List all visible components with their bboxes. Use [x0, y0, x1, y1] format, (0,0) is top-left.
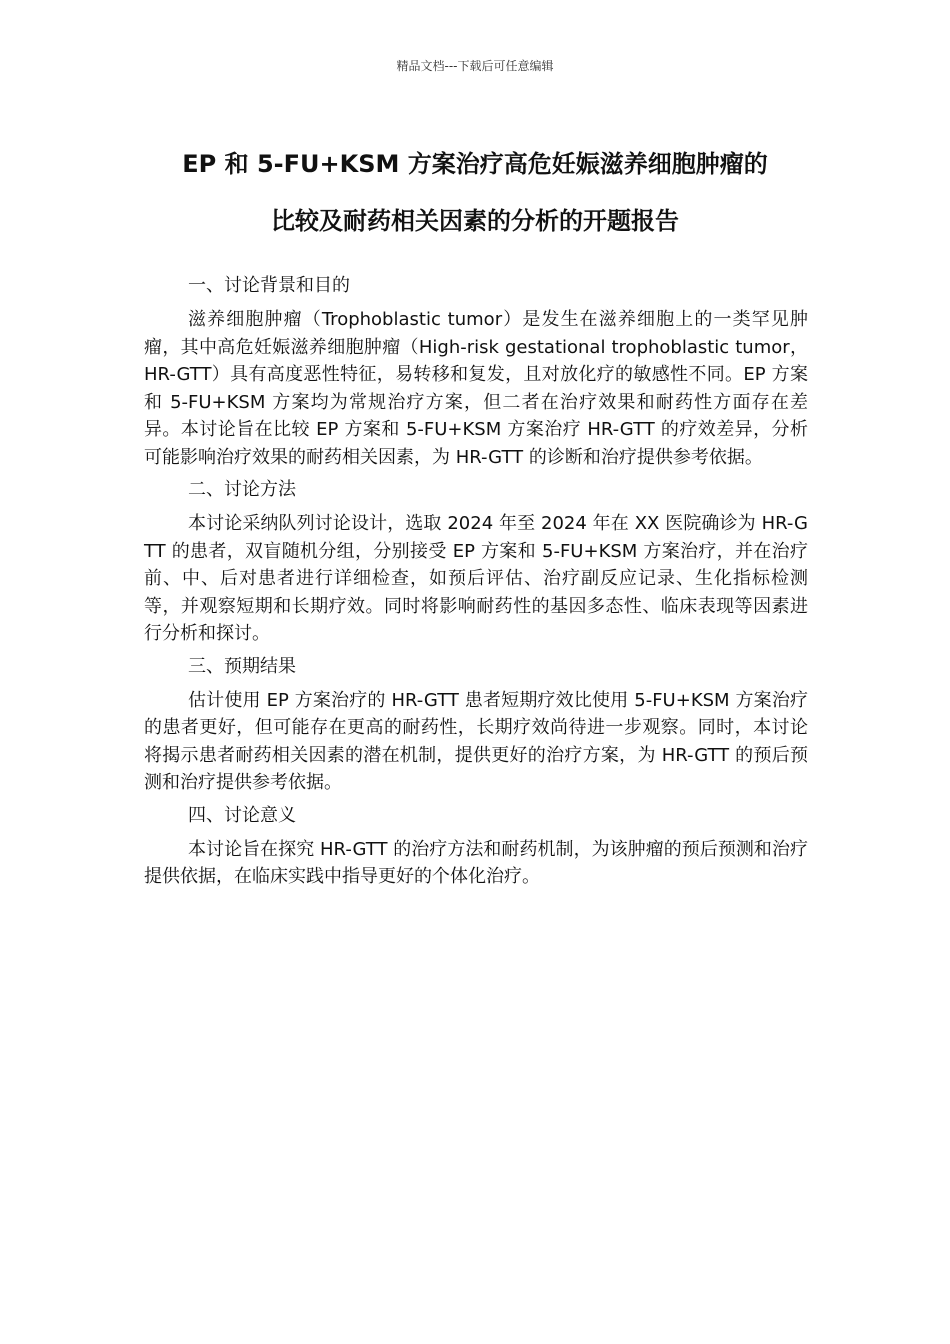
section-heading: 三、预期结果	[188, 655, 296, 677]
title-line-1: EP 和 5-FU+KSM 方案治疗高危妊娠滋养细胞肿瘤的	[182, 150, 768, 178]
document-body	[144, 270, 808, 894]
section-heading: 二、讨论方法	[188, 479, 296, 500]
section-expected-results	[144, 651, 808, 797]
section-paragraph: 估计使用 EP 方案治疗的 HR-GTT 患者短期疗效比使用 5-FU+KSM 方案治疗的患者更好，但可能存在更高的耐药性，长期疗效尚待进一步观察。同时，本讨论将揭示患者耐药相关因素的潜在机制，提供更好的治疗方案，为 HR-GTT 的预后预测和治疗提供参考依据。	[144, 689, 808, 793]
section-heading: 四、讨论意义	[188, 804, 296, 826]
section-paragraph: 本讨论旨在探究 HR-GTT 的治疗方法和耐药机制，为该肿瘤的预后预测和治疗提供依据，在临床实践中指导更好的个体化治疗。	[144, 838, 808, 887]
section-paragraph: 滋养细胞肿瘤（Trophoblastic tumor）是发生在滋养细胞上的一类罕见肿瘤，其中高危妊娠滋养细胞肿瘤（High-risk gestational trophoblastic tumor，HR-GTT）具有高度恶性特征，易转移和复发，且对放化疗的敏感性不同。EP 方案和 5-FU+KSM 方案均为常规治疗方案，但二者在治疗效果和耐药性方面存在差异。本讨论旨在比较 EP 方案和 5-FU+KSM 方案治疗 HR-GTT 的疗效差异，分析可能影响治疗效果的耐药相关因素，为 HR-GTT 的诊断和治疗提供参考依据。	[144, 309, 808, 468]
section-methods	[144, 474, 808, 648]
section-background	[144, 270, 808, 471]
section-paragraph: 本讨论采纳队列讨论设计，选取 2024 年至 2024 年在 XX 医院确诊为 HR-GTT 的患者，双盲随机分组，分别接受 EP 方案和 5-FU+KSM 方案治疗，并在治疗前、中、后对患者进行详细检查，如预后评估、治疗副反应记录、生化指标检测等，并观察短期和长期疗效。同时将影响耐药性的基因多态性、临床表现等因素进行分析和探讨。	[144, 513, 808, 644]
document-title	[120, 136, 830, 250]
page-header-watermark: 精品文档---下载后可任意编辑	[396, 59, 554, 73]
title-line-2: 比较及耐药相关因素的分析的开题报告	[271, 207, 679, 235]
section-significance	[144, 800, 808, 891]
section-heading: 一、讨论背景和目的	[188, 275, 350, 296]
